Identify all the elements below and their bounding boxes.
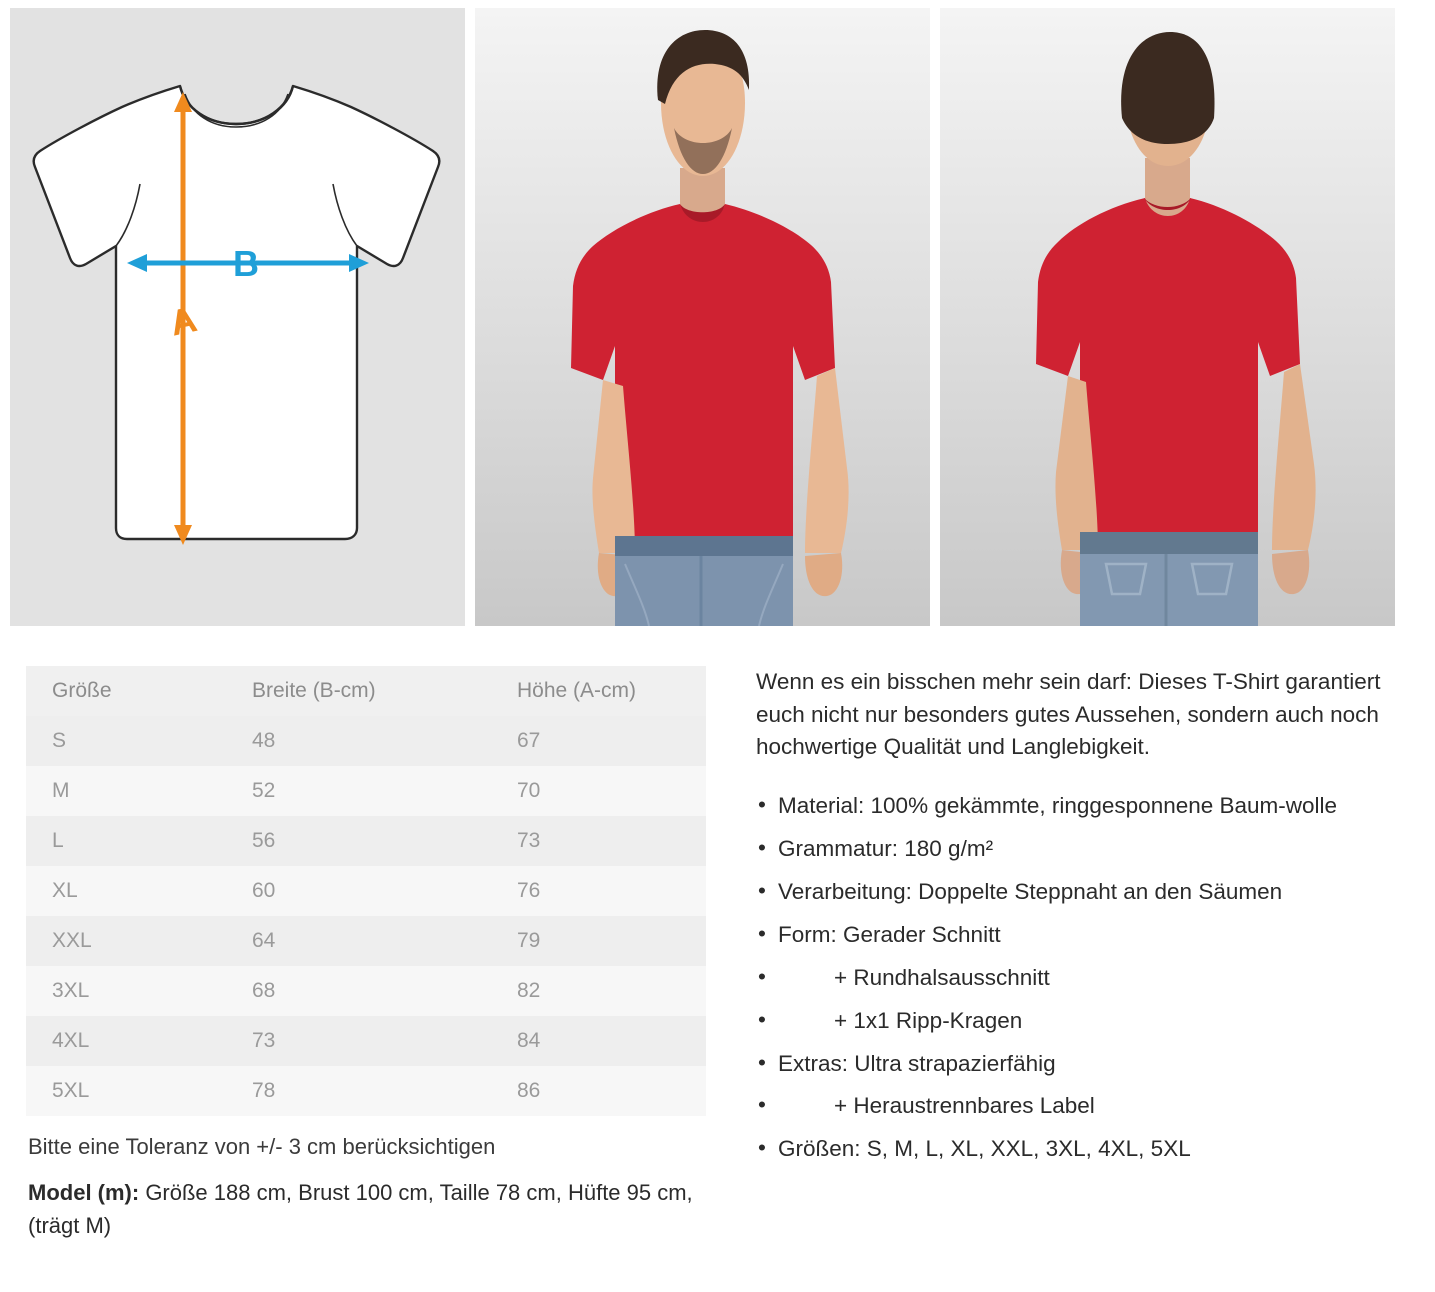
- model-label: Model (m):: [28, 1180, 140, 1205]
- cell-width: 52: [226, 766, 491, 816]
- table-row: [26, 916, 706, 966]
- model-back-illustration: [940, 8, 1395, 626]
- table-row: [26, 1066, 706, 1116]
- list-item-processing: • Verarbeitung: Doppelte Steppnaht an den Säumen: [756, 876, 1425, 908]
- model-front-illustration: [475, 8, 930, 626]
- cell-height: 70: [491, 766, 706, 816]
- size-table: [26, 666, 706, 1116]
- cell-width: 60: [226, 866, 491, 916]
- cell-width: 56: [226, 816, 491, 866]
- cell-size: M: [26, 766, 226, 816]
- description-intro: Wenn es ein bisschen mehr sein darf: Dieses T-Shirt garantiert euch nicht nur besonders gutes Aussehen, sondern auch noch hochwertige Qualität und Langlebigkeit.: [756, 669, 1381, 760]
- description-column: [720, 666, 1425, 1242]
- product-image-row: [0, 0, 1435, 626]
- sizing-diagram-image: [10, 8, 465, 626]
- table-row: [26, 816, 706, 866]
- cell-width: 48: [226, 716, 491, 766]
- extras-sub-1-text: • + Heraustrennbares Label: [834, 1093, 1095, 1119]
- cell-width: 73: [226, 1016, 491, 1066]
- cell-size: 5XL: [26, 1066, 226, 1116]
- table-row: [26, 1016, 706, 1066]
- cell-height: 76: [491, 866, 706, 916]
- table-row: [26, 866, 706, 916]
- cell-height: 73: [491, 816, 706, 866]
- table-row: [26, 766, 706, 816]
- cell-width: 68: [226, 966, 491, 1016]
- cell-size: XXL: [26, 916, 226, 966]
- list-item-form-sub2: [756, 1005, 1416, 1037]
- column-header-size: Größe: [26, 666, 226, 716]
- list-item-extras-sub1: [756, 1090, 1416, 1122]
- cell-size: 3XL: [26, 966, 226, 1016]
- form-sub-2-text: • + 1x1 Ripp-Kragen: [834, 1007, 1023, 1033]
- column-header-height: Höhe (A-cm): [491, 666, 706, 716]
- cell-height: 82: [491, 966, 706, 1016]
- size-table-column: [10, 666, 720, 1242]
- cell-height: 79: [491, 916, 706, 966]
- list-item-form-sub1: [756, 962, 1416, 994]
- list-item-weight: • Grammatur: 180 g/m²: [756, 833, 1425, 865]
- cell-size: 4XL: [26, 1016, 226, 1066]
- list-item-form: • Form: Gerader Schnitt: [756, 919, 1425, 951]
- details-section: [0, 626, 1435, 1242]
- table-row: [26, 716, 706, 766]
- width-label-b: B: [233, 243, 259, 284]
- table-row: [26, 966, 706, 1016]
- model-measurements: [28, 1176, 718, 1242]
- cell-width: 64: [226, 916, 491, 966]
- cell-width: 78: [226, 1066, 491, 1116]
- model-back-image: [940, 8, 1395, 626]
- feature-list: [756, 790, 1425, 1165]
- model-front-image: [475, 8, 930, 626]
- cell-height: 86: [491, 1066, 706, 1116]
- list-item-material: • Material: 100% gekämmte, ringgesponnene Baum-wolle: [756, 790, 1425, 822]
- tolerance-note: Bitte eine Toleranz von +/- 3 cm berücksichtigen: [28, 1134, 496, 1159]
- cell-size: S: [26, 716, 226, 766]
- list-item-sizes: • Größen: S, M, L, XL, XXL, 3XL, 4XL, 5XL: [756, 1133, 1425, 1165]
- column-header-width: Breite (B-cm): [226, 666, 491, 716]
- cell-height: 84: [491, 1016, 706, 1066]
- cell-size: L: [26, 816, 226, 866]
- model-measurements-text: Größe 188 cm, Brust 100 cm, Taille 78 cm, Hüfte 95 cm, (trägt M): [28, 1180, 693, 1238]
- list-item-extras: • Extras: Ultra strapazierfähig: [756, 1048, 1425, 1080]
- cell-size: XL: [26, 866, 226, 916]
- tshirt-technical-drawing: [10, 8, 465, 626]
- height-label-a: A: [166, 298, 201, 344]
- cell-height: 67: [491, 716, 706, 766]
- table-header-row: [26, 666, 706, 716]
- form-sub-1-text: • + Rundhalsausschnitt: [834, 964, 1050, 990]
